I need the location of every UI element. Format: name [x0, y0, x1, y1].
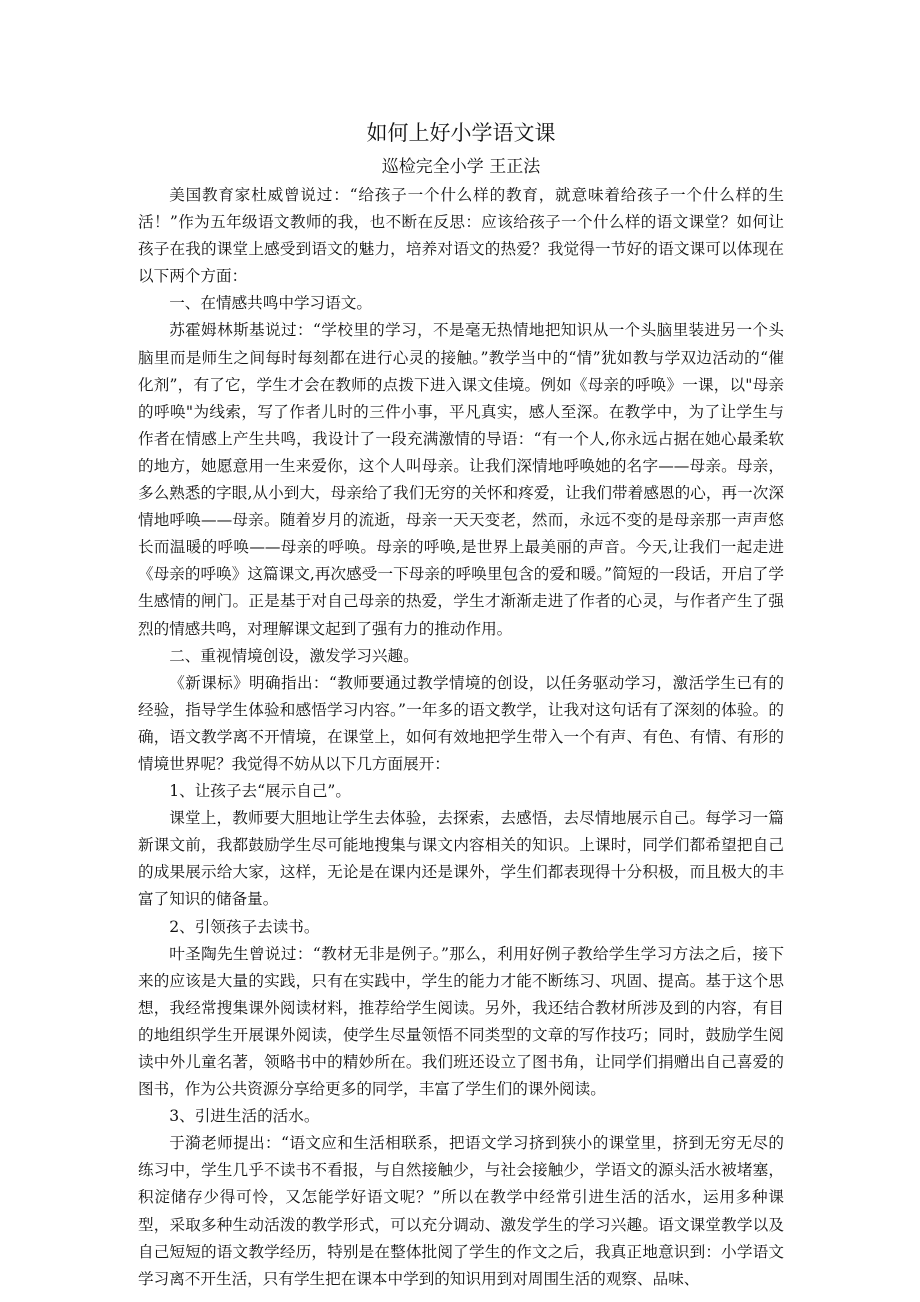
paragraph: 课堂上，教师要大胆地让学生去体验，去探索，去感悟，去尽情地展示自己。每学习一篇新课文前，我都鼓励学生尽可能地搜集与课文内容相关的知识。上课时，同学们都希望把自己的成果展示给大家，这样，无论是在课内还是课外，学生们都表现得十分积极，而且极大的丰富了知识的储备量。	[138, 809, 784, 909]
subsection-heading: 1、让孩子去“展示自己”。	[169, 782, 351, 801]
paragraph: 《新课标》明确指出：“教师要通过教学情境的创设，以任务驱动学习，激活学生已有的经验，指导学生体验和感悟学习内容。”一年多的语文教学，让我对这句话有了深刻的体验。的确，语文教学离不开情境，在课堂上，如何有效地把学生带入一个有声、有色、有情、有形的情境世界呢？我觉得不妨从以下几方面展开：	[138, 673, 784, 773]
document-page	[138, 118, 784, 1293]
paragraph: 苏霍姆林斯基说过：“学校里的学习，不是毫无热情地把知识从一个头脑里装进另一个头脑里而是师生之间每时每刻都在进行心灵的接触。”教学当中的“情”犹如教与学双边活动的“催化剂”，有了它，学生才会在教师的点拨下进入课文佳境。例如《母亲的呼唤》一课，以"母亲的呼唤"为线索，写了作者儿时的三件小事，平凡真实，感人至深。在教学中，为了让学生与作者在情感上产生共鸣，我设计了一段充满激情的导语：“有一个人,你永远占据在她心最柔软的地方，她愿意用一生来爱你，这个人叫母亲。让我们深情地呼唤她的名字——母亲。母亲，多么熟悉的字眼,从小到大，母亲给了我们无穷的关怀和疼爱，让我们带着感恩的心，再一次深情地呼唤——母亲。随着岁月的流逝，母亲一天天变老，然而，永远不变的是母亲那一声声悠长而温暖的呼唤——母亲的呼唤。母亲的呼唤,是世界上最美丽的声音。今天,让我们一起走进《母亲的呼唤》这篇课文,再次感受一下母亲的呼唤里包含的爱和暖。”简短的一段话，开启了学生感情的闸门。正是基于对自己母亲的热爱，学生才渐渐走进了作者的心灵，与作者产生了强烈的情感共鸣，对理解课文起到了强有力的推动作用。	[138, 321, 784, 638]
paragraph: 于漪老师提出：“语文应和生活相联系，把语文学习挤到狭小的课堂里，挤到无穷无尽的练习中，学生几乎不读书不看报，与自然接触少，与社会接触少，学语文的源头活水被堵塞，积淀储存少得可怜，又怎能学好语文呢？”所以在教学中经常引进生活的活水，运用多种课型，采取多种生动活泼的教学形式，可以充分调动、激发学生的学习兴趣。语文课堂教学以及自己短短的语文教学经历，特别是在整体批阅了学生的作文之后，我真正地意识到：小学语文学习离不开生活，只有学生把在课本中学到的知识用到对周围生活的观察、品味、	[138, 1134, 784, 1288]
subsection-heading: 2、引领孩子去读书。	[169, 917, 320, 936]
section-heading: 二、重视情境创设，激发学习兴趣。	[169, 646, 419, 665]
subsection-heading: 3、引进生活的活水。	[169, 1107, 320, 1126]
document-author: 巡检完全小学 王正法	[381, 157, 541, 177]
paragraph: 叶圣陶先生曾说过：“教材无非是例子。”那么，利用好例子教给学生学习方法之后，接下来的应该是大量的实践，只有在实践中，学生的能力才能不断练习、巩固、提高。基于这个思想，我经常搜集课外阅读材料，推荐给学生阅读。另外，我还结合教材所涉及到的内容，有目的地组织学生开展课外阅读，使学生尽量领悟不同类型的文章的写作技巧；同时，鼓励学生阅读中外儿童名著，领略书中的精妙所在。我们班还设立了图书角，让同学们捐赠出自己喜爱的图书，作为公共资源分享给更多的同学，丰富了学生们的课外阅读。	[138, 944, 784, 1099]
document-title: 如何上好小学语文课	[366, 121, 556, 145]
section-heading: 一、在情感共鸣中学习语文。	[169, 294, 372, 313]
paragraph: 美国教育家杜威曾说过：“给孩子一个什么样的教育，就意味着给孩子一个什么样的生活！”作为五年级语文教师的我，也不断在反思：应该给孩子一个什么样的语文课堂？如何让孩子在我的课堂上感受到语文的魅力，培养对语文的热爱？我觉得一节好的语文课可以体现在以下两个方面：	[138, 186, 784, 286]
